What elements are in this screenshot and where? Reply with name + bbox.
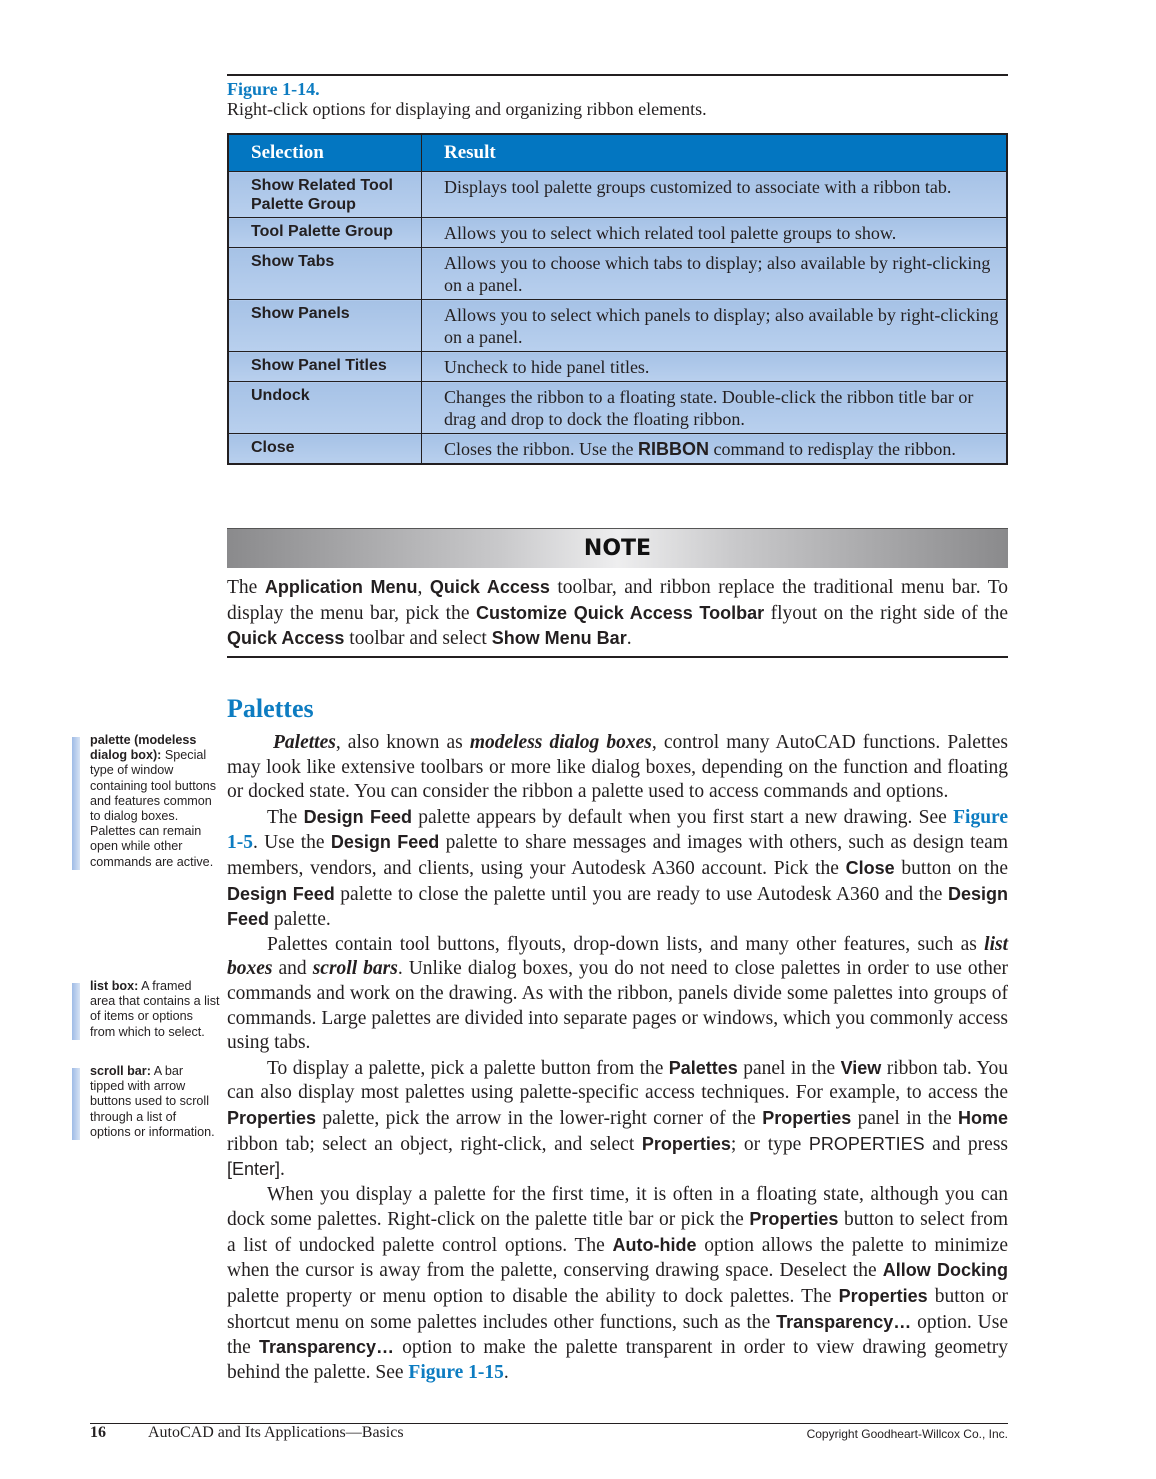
section-body: [227, 731, 1008, 1385]
text-run: button on the: [894, 857, 1008, 879]
text-run: option allows the palette to minimize when the cursor is away from the palette, conserving drawing space. Deselect the: [227, 1234, 1008, 1282]
margin-definition: Special type of window containing tool buttons and features common to dialog boxes. Palettes can remain open while other commands are active.: [90, 748, 217, 869]
text-run: Displays tool palette groups customized to associate with a ribbon tab.: [444, 177, 952, 197]
text-run: ribbon tab; select an object, right-click, and select: [227, 1133, 642, 1155]
text-run: palette to close the palette until you are ready to use Autodesk A360 and the: [334, 883, 948, 905]
table-row: [228, 434, 1007, 465]
margin-note-list-box: [72, 979, 220, 1040]
text-run: Properties: [838, 1286, 928, 1307]
margin-definition: A framed area that contains a list of items or options from which to select.: [90, 979, 220, 1039]
text-run: palette property or menu option to disable the ability to dock palettes. The: [227, 1286, 839, 1308]
margin-note-bar: [72, 983, 80, 1040]
paragraph: [227, 1056, 1008, 1183]
text-run: RIBBON: [637, 439, 709, 459]
text-run: palette.: [269, 909, 331, 931]
margin-note-palette: [72, 733, 220, 870]
text-run: scroll bars: [312, 958, 398, 980]
selection-cell: Tool Palette Group: [228, 218, 422, 248]
text-run: Design Feed: [227, 883, 335, 904]
text-run: Auto-hide: [612, 1234, 697, 1255]
text-run: Properties: [227, 1107, 317, 1128]
text-run: Design Feed: [303, 806, 412, 827]
result-cell: [422, 382, 1008, 434]
text-run: Close: [845, 857, 895, 878]
margin-term: palette (modeless dialog box):: [90, 733, 197, 763]
figure-caption: Right-click options for displaying and organizing ribbon elements.: [227, 99, 707, 119]
figure-top-rule: [227, 74, 1008, 76]
paragraph: [227, 933, 1008, 1056]
selection-cell: Show Related Tool Palette Group: [228, 172, 422, 218]
text-run: Properties: [762, 1107, 852, 1128]
selection-cell: Show Tabs: [228, 248, 422, 300]
text-run: Customize Quick Access Toolbar: [476, 602, 765, 623]
text-run: option. Use the: [227, 1311, 1008, 1359]
result-cell: [422, 218, 1008, 248]
figure-reference-link[interactable]: Figure 1-15: [408, 1361, 504, 1383]
text-run: Palettes: [273, 732, 336, 753]
table-row: [228, 352, 1007, 382]
text-run: .: [626, 628, 632, 650]
text-run: Uncheck to hide panel titles.: [444, 357, 650, 377]
text-run: ,: [417, 577, 430, 598]
paragraph: [227, 731, 1008, 805]
figure-label: Figure 1-14.: [227, 79, 320, 99]
page-number: 16: [90, 1424, 106, 1441]
text-run: Transparency…: [258, 1337, 395, 1358]
text-run: . Use the: [253, 832, 331, 854]
text-run: palette to share messages and images with others, such as design team members, vendors, and clients, using your Autodesk A360 account. Pick the: [227, 832, 1008, 879]
text-run: Closes the ribbon. Use the: [444, 439, 638, 459]
result-cell: [422, 172, 1008, 218]
text-run: Allows you to select which related tool palette groups to show.: [444, 223, 897, 243]
figure-reference-link[interactable]: Figure 1-5: [227, 806, 1008, 854]
selection-cell: Close: [228, 434, 422, 465]
text-run: panel in the: [737, 1057, 841, 1079]
table-header-row: [228, 134, 1007, 172]
text-run: [Enter]: [227, 1159, 281, 1180]
table-row: [228, 300, 1007, 352]
text-run: View: [840, 1057, 882, 1078]
paragraph: [227, 805, 1008, 933]
table-row: [228, 218, 1007, 248]
selection-cell: Show Panels: [228, 300, 422, 352]
text-run: Allow Docking: [882, 1260, 1008, 1281]
selection-cell: Undock: [228, 382, 422, 434]
text-run: Home: [958, 1107, 1009, 1128]
text-run: PROPERTIES: [808, 1133, 925, 1154]
text-run: and press: [924, 1133, 1009, 1155]
text-run: Properties: [749, 1209, 839, 1230]
text-run: , also known as: [335, 732, 470, 753]
text-run: Design Feed: [227, 883, 1008, 930]
note-banner: [227, 528, 1008, 568]
text-run: , control many AutoCAD functions. Palettes may look like extensive toolbars or more like dialog boxes, depending on the function and floating or docked state. You can consider the ribbon a palette used to access commands and options.: [227, 732, 1008, 803]
copyright: Copyright Goodheart-Willcox Co., Inc.: [806, 1427, 1008, 1441]
margin-note-bar: [72, 737, 80, 870]
text-run: toolbar, and ribbon replace the traditional menu bar. To display the menu bar, pick the: [227, 577, 1009, 624]
text-run: Changes the ribbon to a floating state. Double-click the ribbon title bar or drag and drop to dock the floating ribbon.: [444, 387, 974, 429]
table-row: [228, 382, 1007, 434]
text-run: .: [280, 1159, 285, 1181]
table-body: [228, 172, 1007, 465]
text-run: Transparency…: [776, 1311, 912, 1332]
text-run: flyout on the right side of the: [764, 602, 1009, 624]
text-run: The: [267, 806, 304, 828]
text-run: Design Feed: [330, 832, 440, 853]
result-cell: [422, 300, 1008, 352]
paragraph: [227, 1183, 1008, 1386]
margin-term: scroll bar:: [90, 1064, 151, 1078]
text-run: Properties: [641, 1133, 731, 1154]
ribbon-options-table: [227, 133, 1008, 465]
text-run: command to redisplay the ribbon.: [708, 439, 956, 459]
text-run: Show Menu Bar: [491, 628, 627, 649]
text-run: palette appears by default when you first start a new drawing. See: [412, 806, 954, 828]
selection-cell: Show Panel Titles: [228, 352, 422, 382]
text-run: Quick Access: [227, 628, 345, 649]
section-heading: Palettes: [227, 694, 314, 723]
margin-note-bar: [72, 1068, 80, 1140]
text-run: list boxes: [227, 933, 1008, 980]
book-title: AutoCAD and Its Applications—Basics: [148, 1424, 404, 1441]
text-run: The: [227, 577, 265, 598]
text-run: When you display a palette for the first time, it is often in a floating state, although you can dock some palettes. Right-click on the palette title bar or pick the: [227, 1183, 1008, 1231]
text-run: button or shortcut menu on some palettes includes other functions, such as the: [227, 1286, 1008, 1333]
margin-definition: A bar tipped with arrow buttons used to scroll through a list of options or information.: [90, 1064, 215, 1139]
text-run: toolbar and select: [344, 628, 492, 650]
margin-term: list box:: [90, 979, 139, 993]
margin-note-scroll-bar: [72, 1064, 220, 1140]
text-run: button to select from a list of undocked palette control options. The: [227, 1209, 1008, 1256]
text-run: Palettes: [668, 1057, 738, 1078]
note-title: NOTE: [583, 536, 652, 561]
text-run: palette, pick the arrow in the lower-right corner of the: [316, 1107, 763, 1129]
text-run: Allows you to choose which tabs to display; also available by right-clicking on a panel.: [444, 253, 991, 295]
result-cell: [422, 352, 1008, 382]
text-run: and: [272, 958, 313, 980]
text-run: modeless dialog boxes: [469, 732, 652, 753]
text-run: Palettes contain tool buttons, flyouts, drop-down lists, and many other features, such as: [267, 933, 985, 955]
text-run: To display a palette, pick a palette button from the: [267, 1057, 669, 1079]
text-run: . Unlike dialog boxes, you do not need to close palettes in order to use other commands and work on the drawing. As with the ribbon, panels divide some palettes into groups of commands. Large palettes are divided into separate pages or windows, which you commonly access using tabs.: [227, 958, 1008, 1054]
text-run: Application Menu: [264, 577, 418, 597]
note-text: [227, 575, 1008, 652]
table-row: [228, 248, 1007, 300]
text-run: panel in the: [851, 1107, 958, 1129]
column-header-result: Result: [422, 134, 1008, 172]
column-header-selection: Selection: [228, 134, 422, 172]
text-run: .: [503, 1361, 509, 1383]
text-run: Allows you to select which panels to display; also available by right-clicking on a panel.: [444, 305, 999, 347]
result-cell: [422, 434, 1008, 465]
table-row: [228, 172, 1007, 218]
result-cell: [422, 248, 1008, 300]
note-bottom-rule: [227, 656, 1008, 658]
text-run: ribbon tab. You can also display most palettes using palette-specific access techniques. For example, to access the: [227, 1057, 1008, 1104]
text-run: ; or type: [730, 1133, 809, 1155]
text-run: option to make the palette transparent in order to view drawing geometry behind the palette. See: [227, 1337, 1008, 1383]
text-run: Quick Access: [429, 577, 550, 597]
